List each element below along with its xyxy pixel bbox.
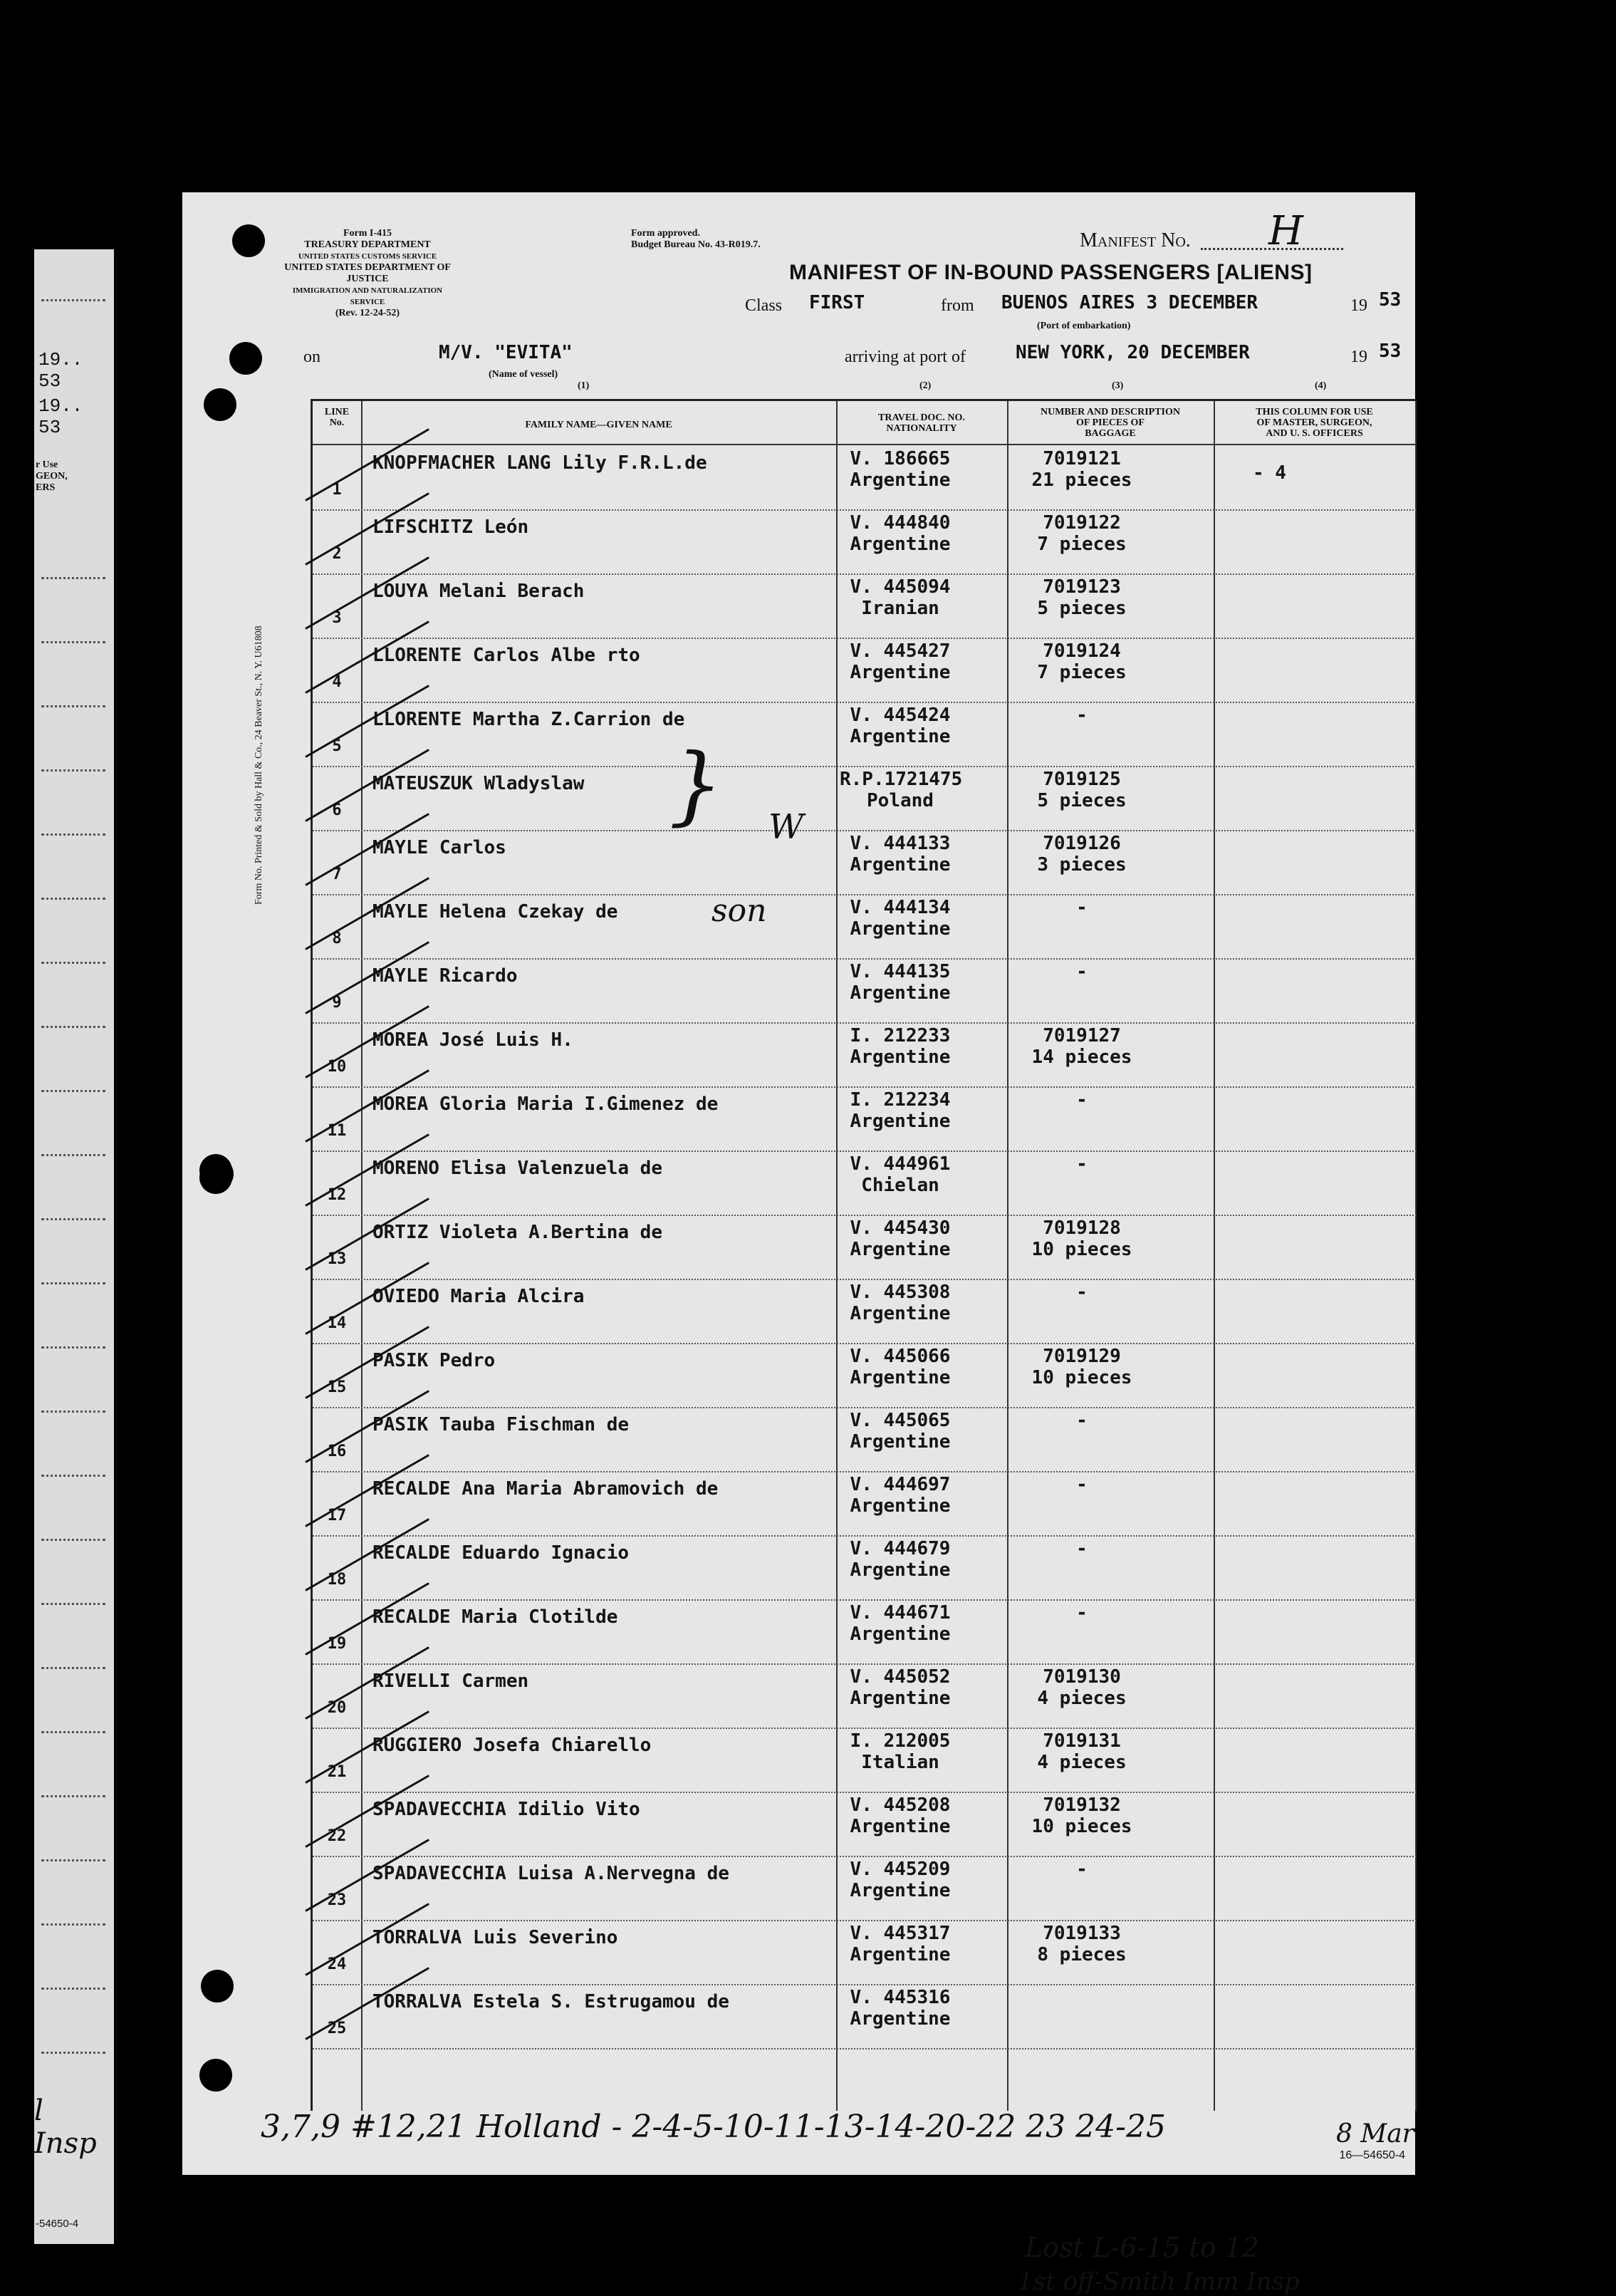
- baggage: [1011, 1089, 1153, 1111]
- nationality: Argentine: [850, 1559, 951, 1581]
- baggage-pieces: 5 pieces: [1037, 598, 1127, 619]
- passenger-name: ORTIZ Violeta A.Bertina de: [372, 1222, 662, 1243]
- header-officer: THIS COLUMN FOR USE OF MASTER, SURGEON, AND U. S. OFFICERS: [1256, 407, 1373, 439]
- baggage: [1011, 640, 1153, 683]
- table-row: [313, 1086, 1417, 1152]
- class-label: Class: [745, 296, 783, 315]
- baggage-number: 7019123: [1043, 576, 1121, 598]
- form-block: [275, 228, 460, 319]
- table-row: [313, 1599, 1417, 1665]
- strip-dots: [41, 1411, 105, 1413]
- baggage: [1011, 1794, 1153, 1837]
- table-row: [313, 830, 1417, 895]
- baggage-number: 7019128: [1043, 1217, 1121, 1239]
- line-number: 1: [332, 481, 342, 499]
- baggage-number: 7019132: [1043, 1794, 1121, 1816]
- baggage: [1011, 705, 1153, 726]
- strip-dots: [41, 1282, 105, 1284]
- baggage: [1011, 769, 1153, 811]
- line-number: 5: [332, 737, 342, 755]
- passenger-name: MAYLE Helena Czekay de: [372, 901, 618, 923]
- baggage-pieces: 4 pieces: [1037, 1752, 1127, 1773]
- baggage-number: -: [1076, 1089, 1088, 1111]
- bottom-annotation: 3,7,9 #12,21 Holland - 2-4-5-10-11-13-14-20-22 23 24-25: [261, 2109, 1166, 2145]
- punch-hole: [199, 2059, 232, 2092]
- baggage-pieces: 8 pieces: [1037, 1944, 1127, 1965]
- line-number: 23: [327, 1891, 347, 1909]
- doc-number: I. 212233: [850, 1025, 951, 1046]
- table-row: [313, 702, 1417, 767]
- baggage-number: -: [1076, 1474, 1088, 1495]
- from-value: BUENOS AIRES 3 DECEMBER: [1001, 292, 1258, 313]
- baggage: [1011, 1730, 1153, 1773]
- strip-dots: [41, 1346, 105, 1349]
- passenger-name: TORRALVA Estela S. Estrugamou de: [372, 1991, 729, 2012]
- passenger-name: RECALDE Eduardo Ignacio: [372, 1542, 630, 1564]
- form-number: Form I-415: [343, 228, 392, 239]
- line-number: 9: [332, 994, 342, 1012]
- baggage-pieces: 10 pieces: [1031, 1367, 1132, 1388]
- nationality: Argentine: [850, 1816, 951, 1837]
- table-row: [313, 1920, 1417, 1985]
- line-number: 18: [327, 1571, 347, 1589]
- table-row: [313, 1279, 1417, 1344]
- header-doc: TRAVEL DOC. NO. NATIONALITY: [878, 412, 965, 434]
- travel-doc: [840, 1666, 961, 1709]
- passenger-name: TORRALVA Luis Severino: [372, 1927, 618, 1948]
- doc-number: V. 445066: [850, 1346, 951, 1367]
- line-number: 10: [327, 1058, 347, 1076]
- travel-doc: [840, 640, 961, 683]
- baggage-number: 7019125: [1043, 769, 1121, 790]
- strip-dots: [41, 1154, 105, 1156]
- table-row: [313, 766, 1417, 831]
- doc-number: V. 445065: [850, 1410, 951, 1431]
- travel-doc: [840, 1474, 961, 1517]
- travel-doc: [840, 1025, 961, 1068]
- baggage: [1011, 1217, 1153, 1260]
- nationality: Argentine: [850, 1111, 951, 1132]
- strip-dots: [41, 577, 105, 579]
- passenger-name: SPADAVECCHIA Luisa A.Nervegna de: [372, 1863, 729, 1884]
- col-num-4: (4): [1315, 380, 1327, 391]
- doc-number: V. 445317: [850, 1923, 951, 1944]
- doc-number: V. 444679: [850, 1538, 951, 1559]
- line-number: 16: [327, 1443, 347, 1460]
- table-row: [313, 1535, 1417, 1601]
- approval-block: [631, 228, 761, 251]
- dept-treasury: TREASURY DEPARTMENT: [304, 239, 431, 250]
- punch-hole: [199, 1161, 232, 1194]
- travel-doc: [840, 769, 961, 811]
- baggage: [1011, 1666, 1153, 1709]
- baggage: [1011, 512, 1153, 555]
- passenger-name: LLORENTE Carlos Albe rto: [372, 645, 640, 666]
- baggage-pieces: 14 pieces: [1031, 1046, 1132, 1068]
- doc-number: V. 445094: [850, 576, 951, 598]
- passenger-name: PASIK Pedro: [372, 1350, 496, 1371]
- table-row: [313, 445, 1417, 511]
- manifest-no-label: Manifest No.: [1080, 229, 1191, 251]
- line-number: 19: [327, 1635, 347, 1653]
- passenger-name: MAYLE Carlos: [372, 837, 506, 858]
- line-number: 21: [327, 1763, 347, 1781]
- travel-doc: [840, 512, 961, 555]
- manifest-page: [182, 192, 1415, 2296]
- baggage-number: 7019130: [1043, 1666, 1121, 1688]
- nationality: Argentine: [850, 1431, 951, 1453]
- punch-hole: [204, 388, 236, 421]
- strip-dots: [41, 1988, 105, 1990]
- baggage-pieces: 5 pieces: [1037, 790, 1127, 811]
- baggage: [1011, 1474, 1153, 1495]
- travel-doc: [840, 961, 961, 1004]
- travel-doc: [840, 1730, 961, 1773]
- doc-number: V. 445209: [850, 1859, 951, 1880]
- nationality: Argentine: [850, 662, 951, 683]
- nationality: Argentine: [850, 1880, 951, 1901]
- strip-dots: [41, 1090, 105, 1092]
- doc-number: V. 444961: [850, 1153, 951, 1175]
- travel-doc: [840, 1282, 961, 1324]
- doc-number: V. 445430: [850, 1217, 951, 1239]
- line-number: 22: [327, 1827, 347, 1845]
- note-row25: Lost L-6-15 to 12: [1025, 2232, 1260, 2263]
- doc-number: V. 444133: [850, 833, 951, 854]
- doc-number: V. 186665: [850, 448, 951, 469]
- manifest-title: MANIFEST OF IN-BOUND PASSENGERS [ALIENS]: [789, 261, 1313, 284]
- travel-doc: [840, 1410, 961, 1453]
- baggage: [1011, 1282, 1153, 1303]
- baggage: [1011, 1923, 1153, 1965]
- baggage-number: -: [1076, 897, 1088, 918]
- baggage: [1011, 1538, 1153, 1559]
- travel-doc: [840, 1089, 961, 1132]
- strip-year-2: 19.. 53: [38, 395, 83, 438]
- baggage: [1011, 1410, 1153, 1431]
- officer-mark: - 4: [1253, 462, 1286, 484]
- punch-hole: [229, 342, 262, 375]
- line-number: 25: [327, 2020, 347, 2037]
- family-bracket: }: [669, 736, 724, 835]
- table-row: [313, 1728, 1417, 1793]
- budget-bureau: Budget Bureau No. 43-R019.7.: [631, 239, 761, 250]
- arriving-label: arriving at port of: [845, 348, 966, 366]
- travel-doc: [840, 1794, 961, 1837]
- col-num-1: (1): [578, 380, 590, 391]
- passenger-name: MAYLE Ricardo: [372, 965, 518, 987]
- baggage: [1011, 1153, 1153, 1175]
- revision: (Rev. 12-24-52): [335, 308, 400, 318]
- baggage-number: 7019121: [1043, 448, 1121, 469]
- baggage-number: -: [1076, 1282, 1088, 1303]
- line-number: 17: [327, 1507, 347, 1524]
- strip-dots: [41, 1603, 105, 1605]
- strip-dots: [41, 705, 105, 707]
- baggage-number: -: [1076, 1538, 1088, 1559]
- class-value: FIRST: [809, 292, 865, 313]
- approval-line: Form approved.: [631, 228, 700, 239]
- passenger-name: MORENO Elisa Valenzuela de: [372, 1158, 662, 1179]
- baggage-number: -: [1076, 1602, 1088, 1624]
- table-row: [313, 1022, 1417, 1088]
- strip-dots: [41, 299, 105, 301]
- strip-dots: [41, 1859, 105, 1861]
- nationality: Argentine: [850, 854, 951, 876]
- doc-number: V. 444840: [850, 512, 951, 534]
- travel-doc: [840, 1217, 961, 1260]
- passenger-name: MOREA Gloria Maria I.Gimenez de: [372, 1094, 719, 1115]
- strip-dots: [41, 1539, 105, 1541]
- passenger-name: SPADAVECCHIA Idilio Vito: [372, 1799, 640, 1820]
- table-row: [313, 1343, 1417, 1408]
- passenger-name: LLORENTE Martha Z.Carrion de: [372, 709, 685, 730]
- year-prefix-2: 19: [1350, 348, 1367, 366]
- table-row: [313, 1984, 1417, 2050]
- doc-number: V. 444135: [850, 961, 951, 982]
- strip-hand-note: l Insp: [34, 2094, 97, 2160]
- year-prefix: 19: [1350, 296, 1367, 315]
- passenger-name: RUGGIERO Josefa Chiarello: [372, 1735, 652, 1756]
- doc-number: R.P.1721475: [840, 769, 963, 790]
- baggage-number: -: [1076, 1859, 1088, 1880]
- travel-doc: [840, 1602, 961, 1645]
- baggage-number: 7019127: [1043, 1025, 1121, 1046]
- vessel-value: M/V. "EVITA": [439, 342, 573, 363]
- doc-number: V. 445052: [850, 1666, 951, 1688]
- strip-dots: [41, 2052, 105, 2054]
- bottom-right-note: 8 Mar: [1336, 2119, 1414, 2149]
- on-label: on: [303, 348, 320, 366]
- strip-dots: [41, 962, 105, 964]
- nationality: Argentine: [850, 1624, 951, 1645]
- nationality: Argentine: [850, 2008, 951, 2030]
- strip-dots: [41, 1923, 105, 1926]
- line-number: 2: [332, 545, 342, 563]
- line-number: 20: [327, 1699, 347, 1717]
- col-num-3: (3): [1112, 380, 1124, 391]
- bracket-note-son: son: [711, 893, 767, 929]
- baggage-number: 7019129: [1043, 1346, 1121, 1367]
- note-row25b: 1st off-Smith Imm Insp: [1018, 2268, 1300, 2296]
- nationality: Argentine: [850, 918, 951, 940]
- nationality: Argentine: [850, 726, 951, 747]
- line-number: 7: [332, 866, 342, 883]
- strip-dots: [41, 898, 105, 900]
- punch-hole: [201, 1970, 234, 2002]
- doc-number: V. 445424: [850, 705, 951, 726]
- line-number: 13: [327, 1250, 347, 1268]
- table-row: [313, 1663, 1417, 1729]
- baggage-pieces: 10 pieces: [1031, 1816, 1132, 1837]
- line-number: 14: [327, 1314, 347, 1332]
- table-row: [313, 509, 1417, 575]
- travel-doc: [840, 1923, 961, 1965]
- table-row: [313, 1856, 1417, 1921]
- passenger-name: MOREA José Luis H.: [372, 1029, 573, 1051]
- travel-doc: [840, 576, 961, 619]
- table-row: [313, 573, 1417, 639]
- travel-doc: [840, 1987, 961, 2030]
- line-number: 24: [327, 1955, 347, 1973]
- strip-dots: [41, 1218, 105, 1220]
- line-number: 4: [332, 673, 342, 691]
- travel-doc: [840, 1153, 961, 1196]
- travel-doc: [840, 448, 961, 491]
- strip-dots: [41, 1475, 105, 1477]
- header-baggage: NUMBER AND DESCRIPTION OF PIECES OF BAGGAGE: [1040, 407, 1181, 439]
- strip-dots: [41, 1667, 105, 1669]
- travel-doc: [840, 897, 961, 940]
- table-row: [313, 1471, 1417, 1537]
- nationality: Italian: [861, 1752, 939, 1773]
- table-row: [313, 638, 1417, 703]
- strip-fragment: r Use GEON, ERS: [36, 459, 68, 493]
- table-row: [313, 1792, 1417, 1857]
- passenger-name: RECALDE Maria Clotilde: [372, 1606, 618, 1628]
- nationality: Argentine: [850, 1688, 951, 1709]
- line-number: 3: [332, 609, 342, 627]
- baggage: [1011, 1025, 1153, 1068]
- baggage: [1011, 1346, 1153, 1388]
- baggage: [1011, 833, 1153, 876]
- customs-service: UNITED STATES CUSTOMS SERVICE: [298, 252, 437, 261]
- ins-service: IMMIGRATION AND NATURALIZATION SERVICE: [292, 286, 443, 306]
- baggage: [1011, 961, 1153, 982]
- baggage-number: 7019124: [1043, 640, 1121, 662]
- baggage-number: 7019131: [1043, 1730, 1121, 1752]
- travel-doc: [840, 833, 961, 876]
- baggage-number: 7019133: [1043, 1923, 1121, 1944]
- table-row: [313, 1407, 1417, 1472]
- nationality: Argentine: [850, 982, 951, 1004]
- passenger-name: OVIEDO Maria Alcira: [372, 1286, 585, 1307]
- travel-doc: [840, 1538, 961, 1581]
- nationality: Argentine: [850, 1303, 951, 1324]
- header-name: FAMILY NAME—GIVEN NAME: [525, 420, 672, 430]
- nationality: Argentine: [850, 1239, 951, 1260]
- passenger-name: KNOPFMACHER LANG Lily F.R.L.de: [372, 452, 707, 474]
- passenger-name: RECALDE Ana Maria Abramovich de: [372, 1478, 719, 1500]
- table-row: [313, 1215, 1417, 1280]
- baggage: [1011, 1602, 1153, 1624]
- manifest-no-value: H: [1268, 208, 1303, 254]
- nationality: Argentine: [850, 1944, 951, 1965]
- travel-doc: [840, 705, 961, 747]
- doc-number: V. 445308: [850, 1282, 951, 1303]
- baggage-number: -: [1076, 705, 1088, 726]
- baggage: [1011, 897, 1153, 918]
- nationality: Argentine: [850, 1495, 951, 1517]
- passenger-name: PASIK Tauba Fischman de: [372, 1414, 630, 1435]
- baggage-number: 7019126: [1043, 833, 1121, 854]
- nationality: Argentine: [850, 469, 951, 491]
- punch-hole: [232, 224, 265, 257]
- baggage-number: 7019122: [1043, 512, 1121, 534]
- from-label: from: [941, 296, 974, 315]
- dept-justice: UNITED STATES DEPARTMENT OF JUSTICE: [284, 262, 451, 284]
- strip-form-code: -54650-4: [36, 2218, 79, 2230]
- form-code: 16—54650-4: [1339, 2149, 1405, 2161]
- doc-number: I. 212234: [850, 1089, 951, 1111]
- nationality: Poland: [867, 790, 934, 811]
- nationality: Argentine: [850, 1046, 951, 1068]
- table-row: [313, 958, 1417, 1024]
- arriving-value: NEW YORK, 20 DECEMBER: [1016, 342, 1250, 363]
- strip-dots: [41, 1795, 105, 1797]
- nationality: Argentine: [850, 534, 951, 555]
- line-number: 8: [332, 930, 342, 947]
- passenger-name: LOUYA Melani Berach: [372, 581, 585, 602]
- strip-dots: [41, 769, 105, 772]
- bracket-note-w: W: [768, 807, 804, 847]
- port-caption: (Port of embarkation): [1037, 321, 1131, 331]
- col-num-2: (2): [919, 380, 932, 391]
- baggage: [1011, 576, 1153, 619]
- baggage-pieces: 7 pieces: [1037, 662, 1127, 683]
- travel-doc: [840, 1859, 961, 1901]
- passenger-name: RIVELLI Carmen: [372, 1671, 529, 1692]
- doc-number: V. 445316: [850, 1987, 951, 2008]
- year-value-2: 53: [1379, 341, 1402, 362]
- strip-dots: [41, 1731, 105, 1733]
- strip-dots: [41, 833, 105, 836]
- baggage: [1011, 448, 1153, 491]
- strip-dots: [41, 641, 105, 643]
- baggage-pieces: 3 pieces: [1037, 854, 1127, 876]
- baggage-pieces: 21 pieces: [1031, 469, 1132, 491]
- header-line-no: LINE No.: [324, 407, 350, 428]
- strip-year-1: 19.. 53: [38, 349, 83, 392]
- line-number: 15: [327, 1378, 347, 1396]
- year-value: 53: [1379, 289, 1402, 311]
- passenger-name: LIFSCHITZ León: [372, 516, 529, 538]
- nationality: Chielan: [861, 1175, 939, 1196]
- passenger-name: MATEUSZUK Wladyslaw: [372, 773, 585, 794]
- vessel-caption: (Name of vessel): [489, 369, 558, 380]
- table-row: [313, 1150, 1417, 1216]
- baggage-pieces: 10 pieces: [1031, 1239, 1132, 1260]
- table-row: [313, 894, 1417, 960]
- nationality: Argentine: [850, 1367, 951, 1388]
- strip-dots: [41, 1026, 105, 1028]
- baggage-number: -: [1076, 1153, 1088, 1175]
- doc-number: V. 444697: [850, 1474, 951, 1495]
- baggage-number: -: [1076, 961, 1088, 982]
- line-number: 12: [327, 1186, 347, 1204]
- line-number: 11: [327, 1122, 347, 1140]
- doc-number: V. 444671: [850, 1602, 951, 1624]
- doc-number: V. 444134: [850, 897, 951, 918]
- doc-number: V. 445208: [850, 1794, 951, 1816]
- nationality: Iranian: [861, 598, 939, 619]
- baggage-pieces: 4 pieces: [1037, 1688, 1127, 1709]
- doc-number: I. 212005: [850, 1730, 951, 1752]
- doc-number: V. 445427: [850, 640, 951, 662]
- printer-imprint: Form No. Printed & Sold by Hall & Co., 24 Beaver St., N. Y. U61808: [254, 625, 264, 905]
- travel-doc: [840, 1346, 961, 1388]
- adjacent-page-strip: [34, 249, 114, 2244]
- line-number: 6: [332, 801, 342, 819]
- baggage-number: -: [1076, 1410, 1088, 1431]
- baggage: [1011, 1859, 1153, 1880]
- baggage-pieces: 7 pieces: [1037, 534, 1127, 555]
